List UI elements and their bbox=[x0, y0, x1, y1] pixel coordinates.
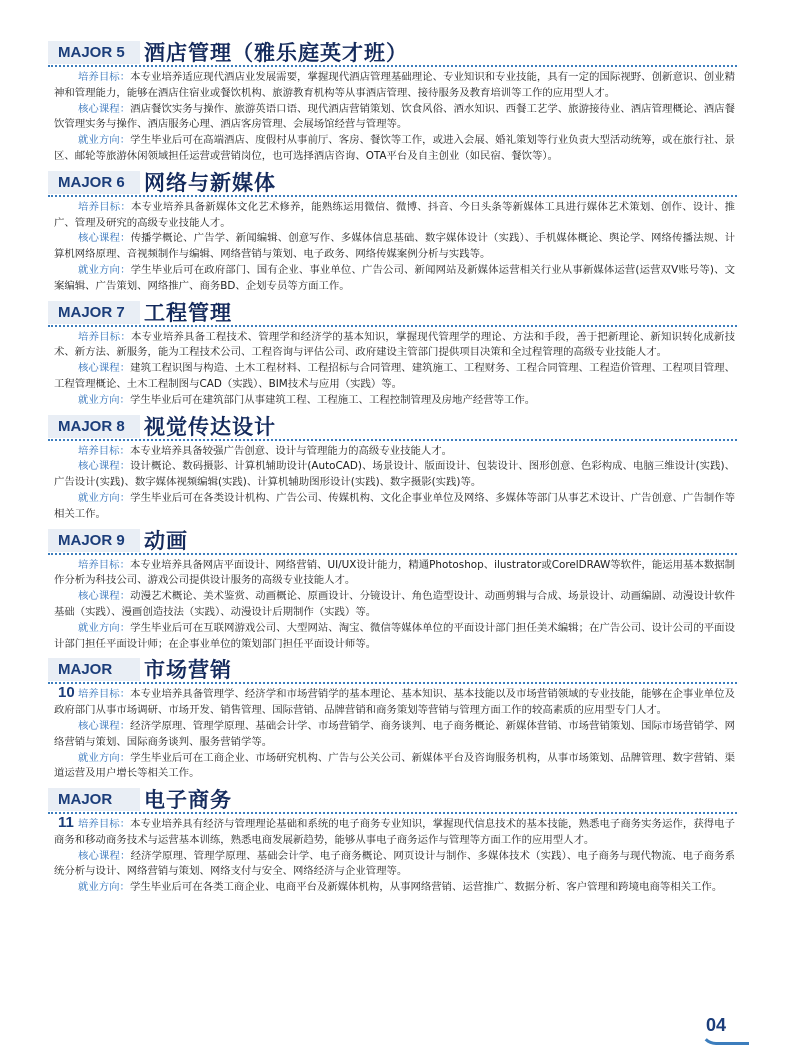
header-dotted-rule bbox=[48, 195, 737, 197]
course-paragraph bbox=[54, 361, 735, 393]
major-tag: MAJOR 6 bbox=[48, 171, 140, 194]
major-title: 市场营销 bbox=[144, 658, 232, 683]
major-section bbox=[0, 655, 785, 782]
goal-paragraph bbox=[54, 687, 735, 719]
major-title: 酒店管理（雅乐庭英才班） bbox=[144, 41, 408, 65]
career-paragraph bbox=[54, 880, 735, 896]
course-text: 建筑工程识图与构造、土木工程材料、工程招标与合同管理、建筑施工、工程财务、工程合同管理、工程造价管理、工程项目管理、工程管理概论、土木工程制图与CAD（实践）、BIM技术与应用（实践）等。 bbox=[54, 362, 736, 390]
goal-paragraph bbox=[54, 444, 735, 460]
major-header bbox=[0, 412, 785, 442]
header-dotted-rule bbox=[48, 325, 737, 327]
career-label: 就业方向： bbox=[78, 491, 131, 504]
course-label: 核心课程： bbox=[78, 102, 131, 115]
goal-text: 本专业培养具有经济与管理理论基础和系统的电子商务专业知识，掌握现代信息技术的基本技能，熟悉电子商务实务运作，获得电子商务和移动商务技术与运营基本训练，熟悉电商发展新趋势，能够从事电子商务运作与管理等方面工作的应用型人才。 bbox=[54, 818, 736, 846]
header-dotted-rule bbox=[48, 812, 737, 814]
page-number bbox=[706, 1012, 746, 1038]
goal-paragraph bbox=[54, 558, 735, 590]
major-body bbox=[0, 328, 785, 409]
goal-text: 本专业培养适应现代酒店业发展需要，掌握现代酒店管理基础理论、专业知识和专业技能，具有一定的国际视野、创新意识、创业精神和管理能力，能够在酒店住宿业或餐饮机构、旅游教育机构等从事酒店管理、接待服务及教育培训等工作的应用型人才。 bbox=[54, 71, 736, 99]
career-text: 学生毕业后可在建筑部门从事建筑工程、工程施工、工程控制管理及房地产经营等工作。 bbox=[129, 393, 536, 406]
goal-label: 培养目标： bbox=[78, 444, 130, 457]
major-tag: MAJOR 7 bbox=[48, 301, 140, 324]
course-paragraph bbox=[54, 589, 735, 621]
goal-text: 本专业培养具备工程技术、管理学和经济学的基本知识，掌握现代管理学的理论、方法和手段，善于把新理论、新知识转化成新技术、新方法、新服务，能为工程技术公司、工程咨询与评估公司、政府建设主管部门提供项目决策和全过程管理的高级专业技能人才。 bbox=[54, 330, 736, 359]
header-dotted-rule bbox=[48, 439, 737, 441]
course-text: 经济学原理、管理学原理、基础会计学、市场营销学、商务谈判、电子商务概论、新媒体营销、市场营销策划、国际市场营销学、网络营销与策划、国际商务谈判、服务营销学等。 bbox=[54, 719, 736, 748]
goal-paragraph bbox=[54, 200, 735, 232]
career-paragraph bbox=[54, 263, 735, 295]
major-body bbox=[0, 198, 785, 295]
major-tag: MAJOR 5 bbox=[48, 41, 140, 64]
course-text: 酒店餐饮实务与操作、旅游英语口语、现代酒店营销策划、饮食风俗、酒水知识、西餐工艺学、旅游接待业、酒店管理概论、酒店餐饮管理实务与操作、酒店服务心理、酒店客房管理、会展场馆经营与管理等。 bbox=[54, 102, 736, 131]
course-text: 经济学原理、管理学原理、基础会计学、电子商务概论、网页设计与制作、多媒体技术（实践）、电子商务与现代物流、电子商务系统分析与设计、网络营销与策划、网络支付与安全、网络经济与企业管理等。 bbox=[54, 849, 736, 878]
course-paragraph bbox=[54, 849, 735, 881]
major-header bbox=[0, 298, 785, 328]
course-label: 核心课程： bbox=[78, 590, 131, 603]
career-label: 就业方向： bbox=[78, 621, 131, 634]
major-title: 视觉传达设计 bbox=[144, 414, 276, 439]
goal-label: 培养目标： bbox=[78, 558, 130, 571]
course-paragraph bbox=[54, 719, 735, 751]
goal-text: 本专业培养具备新媒体文化艺术修养，能熟练运用微信、微博、抖音、今日头条等新媒体工具进行媒体艺术策划、创作、设计、推广、管理及研究的高级专业技能人才。 bbox=[54, 200, 736, 229]
major-body bbox=[0, 815, 785, 896]
course-paragraph bbox=[54, 231, 735, 263]
course-text: 设计概论、数码摄影、计算机辅助设计(AutoCAD)、场景设计、版面设计、包装设计、图形创意、色彩构成、电脑三维设计(实践)、广告设计(实践)、数字媒体视频编辑(实践)、计算机辅助图形设计(实践)、数字摄影(实践)等。 bbox=[54, 460, 735, 489]
major-tag: MAJOR 8 bbox=[48, 415, 140, 438]
career-text: 学生毕业后可在政府部门、国有企业、事业单位、广告公司、新闻网站及新媒体运营相关行业从事新媒体运营(运营双V账号等)、文案编辑、广告策划、网络推广、商务BD、企划专员等方面工作。 bbox=[54, 263, 736, 292]
goal-paragraph bbox=[54, 817, 735, 849]
header-dotted-rule bbox=[48, 65, 737, 67]
major-title: 电子商务 bbox=[144, 788, 232, 813]
career-paragraph bbox=[54, 133, 735, 165]
goal-text: 本专业培养具备较强广告创意、设计与管理能力的高级专业技能人才。 bbox=[129, 444, 453, 457]
course-label: 核心课程： bbox=[78, 849, 131, 862]
goal-label: 培养目标： bbox=[78, 818, 131, 831]
major-tag: MAJOR 9 bbox=[48, 529, 140, 552]
major-title: 动画 bbox=[144, 528, 188, 553]
career-text: 学生毕业后可在互联网游戏公司、大型网站、淘宝、微信等媒体单位的平面设计部门担任美术编辑；在广告公司、设计公司的平面设计部门担任平面设计师；在企事业单位的策划部门担任平面设计师等。 bbox=[54, 621, 736, 650]
career-text: 学生毕业后可在工商企业、市场研究机构、广告与公关公司、新媒体平台及咨询服务机构，从事市场策划、品牌管理、数字营销、渠道运营及用户增长等相关工作。 bbox=[54, 751, 736, 780]
career-text: 学生毕业后可在高端酒店、度假村从事前厅、客房、餐饮等工作，或进入会展、婚礼策划等行业负责大型活动统筹，或在旅行社、景区、邮轮等旅游休闲领域担任运营或营销岗位，也可选择酒店咨询、OTA平台及自主创业（如民宿、餐饮等）。 bbox=[54, 134, 736, 162]
major-section bbox=[0, 298, 785, 409]
goal-paragraph bbox=[54, 70, 735, 102]
major-body bbox=[0, 556, 785, 653]
career-label: 就业方向： bbox=[78, 881, 130, 894]
course-label: 核心课程： bbox=[78, 460, 131, 473]
career-paragraph bbox=[54, 393, 735, 409]
major-section bbox=[0, 168, 785, 295]
course-paragraph bbox=[54, 102, 735, 134]
career-label: 就业方向： bbox=[78, 134, 131, 147]
goal-text: 本专业培养具备网店平面设计、网络营销、UI/UX设计能力，精通Photoshop、ilustrator或CorelDRAW等软件，能运用基本数据制作分析为科技公司、游戏公司提供设计服务的高级专业技能人才。 bbox=[54, 558, 736, 587]
career-text: 学生毕业后可在各类设计机构、广告公司、传媒机构、文化企事业单位及网络、多媒体等部门从事艺术设计、广告创意、广告制作等相关工作。 bbox=[54, 491, 736, 520]
header-dotted-rule bbox=[48, 682, 737, 684]
course-text: 动漫艺术概论、美术鉴赏、动画概论、原画设计、分镜设计、角色造型设计、动画剪辑与合成、场景设计、动画编剧、动漫设计软件基础（实践）、漫画创造技法（实践）、动漫设计后期制作（实践）等。 bbox=[54, 590, 736, 618]
major-header bbox=[0, 526, 785, 556]
course-label: 核心课程： bbox=[78, 719, 131, 732]
major-title: 网络与新媒体 bbox=[144, 170, 276, 195]
major-header bbox=[0, 38, 785, 68]
major-tag: MAJOR 10 bbox=[48, 658, 140, 681]
major-tag: MAJOR 11 bbox=[48, 788, 140, 811]
career-label: 就业方向： bbox=[78, 393, 130, 406]
major-section bbox=[0, 412, 785, 523]
course-paragraph bbox=[54, 459, 735, 491]
major-title: 工程管理 bbox=[144, 300, 232, 325]
goal-label: 培养目标： bbox=[78, 330, 132, 343]
career-paragraph bbox=[54, 621, 735, 653]
goal-label: 培养目标： bbox=[78, 688, 131, 701]
major-header bbox=[0, 168, 785, 198]
major-section bbox=[0, 526, 785, 653]
major-body bbox=[0, 685, 785, 782]
goal-paragraph bbox=[54, 330, 735, 362]
course-label: 核心课程： bbox=[78, 232, 131, 245]
goal-label: 培养目标： bbox=[78, 71, 131, 83]
major-body bbox=[0, 68, 785, 165]
career-label: 就业方向： bbox=[78, 751, 131, 764]
course-text: 传播学概论、广告学、新闻编辑、创意写作、多媒体信息基础、数字媒体设计（实践）、手机媒体概论、舆论学、网络传播法规、计算机网络原理、音视频制作与编辑、网络营销与策划、电子政务、网络传媒案例分析与实践等。 bbox=[54, 232, 736, 261]
page-number-bracket bbox=[700, 1008, 749, 1045]
goal-text: 本专业培养具备管理学、经济学和市场营销学的基本理论、基本知识、基本技能以及市场营销领域的专业技能，能够在企事业单位及政府部门从事市场调研、市场开发、销售管理、国际营销、品牌营销和商务策划等营销与管理方面工作的较高素质的应用型专门人才。 bbox=[54, 688, 736, 717]
header-dotted-rule bbox=[48, 553, 737, 555]
career-text: 学生毕业后可在各类工商企业、电商平台及新媒体机构，从事网络营销、运营推广、数据分析、客户管理和跨境电商等相关工作。 bbox=[129, 881, 723, 894]
majors-list bbox=[0, 38, 785, 899]
major-section bbox=[0, 38, 785, 165]
career-label: 就业方向： bbox=[78, 263, 131, 276]
major-body bbox=[0, 442, 785, 523]
major-section bbox=[0, 785, 785, 896]
career-paragraph bbox=[54, 491, 735, 523]
goal-label: 培养目标： bbox=[78, 200, 132, 213]
page-number-text: 04 bbox=[706, 1015, 727, 1035]
course-label: 核心课程： bbox=[78, 362, 131, 375]
career-paragraph bbox=[54, 751, 735, 783]
